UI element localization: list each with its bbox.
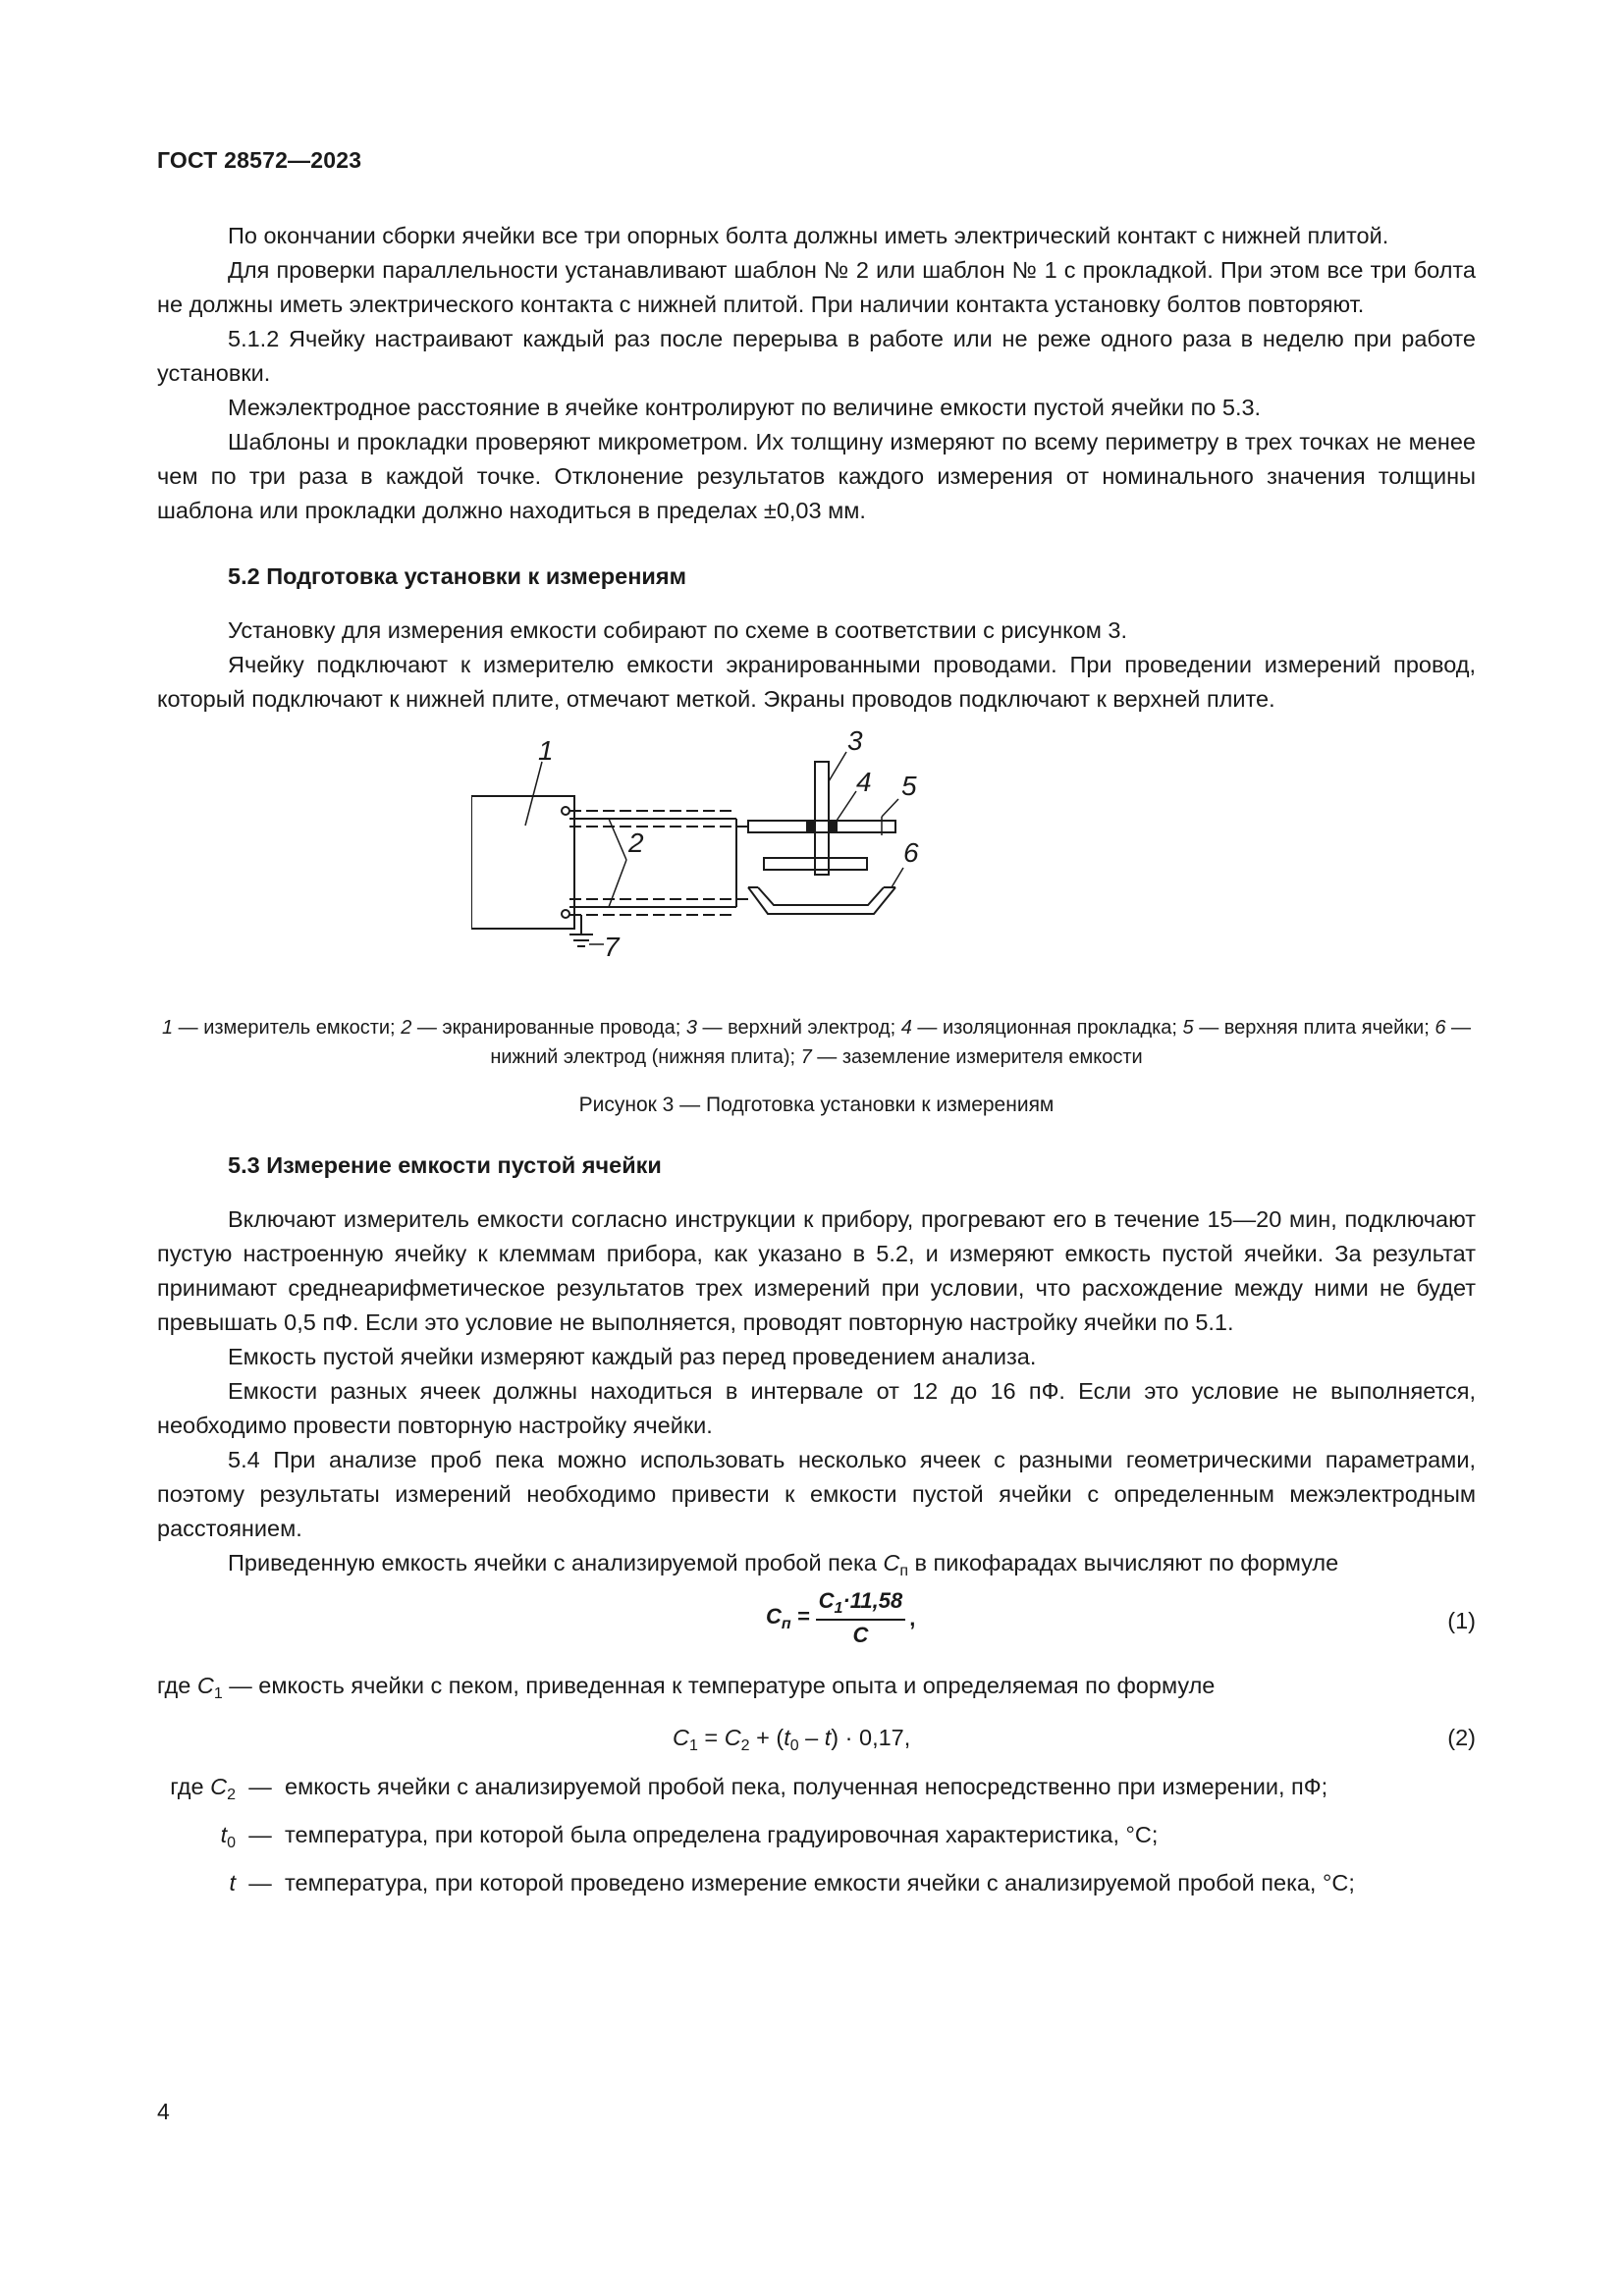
label-1: 1 (538, 735, 554, 766)
document-header: ГОСТ 28572—2023 (157, 147, 362, 173)
formula-1 (157, 1588, 1476, 1659)
paragraph: 5.1.2 Ячейку настраивают каждый раз после перерыва в работе или не реже одного раза в неделю при работе установки. (157, 326, 1476, 386)
paragraph: По окончании сборки ячейки все три опорных болта должны иметь электрический контакт с нижней плитой. (228, 223, 1389, 248)
paragraph-formula-intro: Приведенную емкость ячейки с анализируемой пробой пека $C_п$ в пикофарадах вычисляют по формуле (228, 1550, 1339, 1579)
paragraph: Межэлектродное расстояние в ячейке контролируют по величине емкости пустой ячейки по 5.3. (228, 395, 1262, 420)
label-3: 3 (847, 725, 863, 756)
figure-legend: 1 — измеритель емкости; 2 — экранированные провода; 3 — верхний электрод; 4 — изоляционная прокладка; 5 — верхняя плита ячейки; 6 —нижний электрод (нижняя плита); 7 — заземление измерителя емкости (161, 1017, 1472, 1068)
definition-t0: $t_0$ — температура, при которой была определена градуировочная характеристика, °С; (220, 1822, 1159, 1851)
section-heading-5-2: 5.2 Подготовка установки к измерениям (228, 563, 686, 589)
formula-1-number: (1) (1447, 1608, 1476, 1633)
document-page (157, 147, 1476, 1914)
formula-2-expression: $C_1 = C_2 + (t_0 - t) \cdot 0,17$, (673, 1725, 911, 1754)
definition-t: t — температура, при которой проведено измерение емкости ячейки с анализируемой пробой пека, °С; (229, 1870, 1355, 1896)
insulating-spacer-left (807, 821, 815, 832)
capacitance-meter-box (471, 796, 574, 929)
formula-2 (157, 1717, 1476, 1768)
definitions-list (157, 1770, 1476, 1908)
paragraph: Для проверки параллельности устанавливают шаблон № 2 или шаблон № 1 с прокладкой. При этом все три болта не должны иметь электрического контакта с нижней плитой. При наличии контакта установку болтов повторяют. (157, 257, 1476, 317)
terminal-lower (562, 910, 569, 918)
definition-c2: где $C_2$ — емкость ячейки с анализируемой пробой пека, полученная непосредственно при измерении, пФ; (170, 1774, 1328, 1803)
formula-1-expression: $C_п$ = $\frac{C_1\cdot 11,58}{C}$ , (766, 1588, 916, 1647)
section-heading-5-3: 5.3 Измерение емкости пустой ячейки (228, 1152, 662, 1178)
page-number: 4 (157, 2099, 170, 2124)
paragraph: Шаблоны и прокладки проверяют микрометром. Их толщину измеряют по всему периметру в трех точках не менее чем по три раза в каждой точке. Отклонение результатов каждого измерения от номинального значения толщины шаблона или прокладки должно находиться в пределах ±0,03 мм. (157, 429, 1476, 523)
terminal-upper (562, 807, 569, 815)
top-paragraphs (157, 219, 1476, 528)
label-7: 7 (604, 932, 620, 962)
label-2: 2 (628, 828, 644, 858)
label-6: 6 (903, 837, 919, 868)
where-c1: где $C_1$ — емкость ячейки с пеком, приведенная к температуре опыта и определяемая по формуле (157, 1673, 1216, 1702)
paragraph: Емкости разных ячеек должны находиться в интервале от 12 до 16 пФ. Если это условие не выполняется, необходимо провести повторную настройку ячейки. (157, 1378, 1476, 1438)
paragraph: Емкость пустой ячейки измеряют каждый раз перед проведением анализа. (228, 1344, 1037, 1369)
label-5: 5 (901, 771, 917, 801)
formula-2-number: (2) (1447, 1725, 1476, 1750)
label-4: 4 (856, 767, 872, 797)
paragraph: Включают измеритель емкости согласно инструкции к прибору, прогревают его в течение 15—20 мин, подключают пустую настроенную ячейку к клеммам прибора, как указано в 5.2, и измеряют емкость пустой ячейки. За результат принимают среднеарифметическое результатов трех измерений при условии, что расхождение между ними не будет превышать 0,5 пФ. Если это условие не выполняется, проводят повторную настройку ячейки по 5.1. (157, 1206, 1476, 1335)
paragraph: 5.4 При анализе проб пека можно использовать несколько ячеек с разными геометрическими параметрами, поэтому результаты измерений необходимо привести к емкости пустой ячейки с определенным межэлектродным расстоянием. (157, 1447, 1476, 1541)
measurement-schematic (471, 722, 1159, 1007)
paragraph: Установку для измерения емкости собирают по схеме в соответствии с рисунком 3. (228, 617, 1127, 643)
figure-3 (157, 722, 1476, 1007)
paragraph: Ячейку подключают к измерителю емкости экранированными проводами. При проведении измерений провод, который подключают к нижней плите, отмечают меткой. Экраны проводов подключают к верхней плите. (157, 652, 1476, 712)
figure-caption: Рисунок 3 — Подготовка установки к измерениям (578, 1094, 1055, 1116)
upper-plate (748, 821, 895, 832)
insulating-spacer-right (829, 821, 837, 832)
